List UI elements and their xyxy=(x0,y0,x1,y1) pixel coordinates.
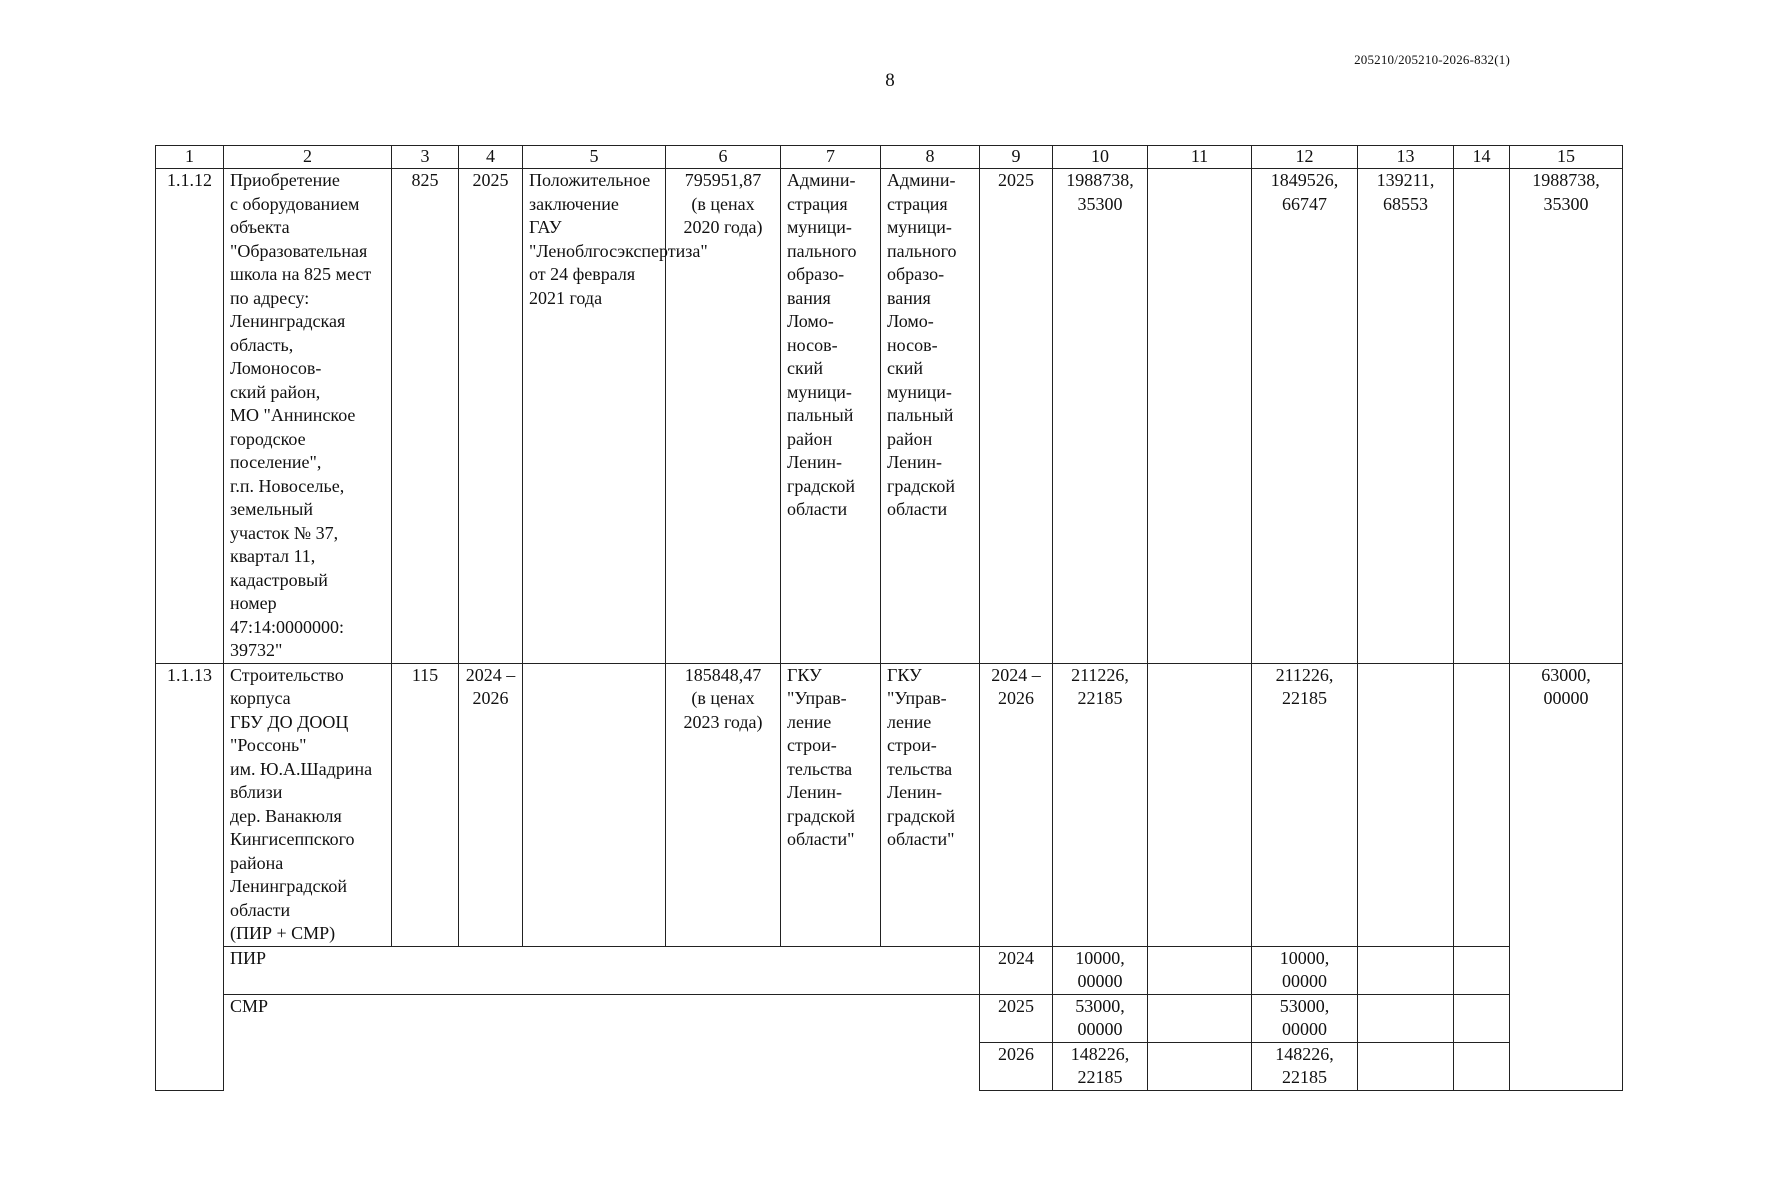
header-cell: 6 xyxy=(666,146,781,169)
other-sources xyxy=(1454,169,1510,664)
total-amount: 211226, 22185 xyxy=(1053,663,1148,946)
expertise-conclusion: Положительное заключение ГАУ "Леноблгосэкспертиза" от 24 февраля 2021 года xyxy=(523,169,666,664)
page-number: 8 xyxy=(885,70,895,91)
stage-label-smr: СМР xyxy=(224,994,980,1090)
other-sources xyxy=(1454,946,1510,994)
federal-budget xyxy=(1148,663,1252,946)
financing-year: 2024 – 2026 xyxy=(980,663,1053,946)
header-cell: 15 xyxy=(1510,146,1623,169)
header-cell: 10 xyxy=(1053,146,1148,169)
federal-budget xyxy=(1148,994,1252,1042)
federal-budget xyxy=(1148,169,1252,664)
local-budget xyxy=(1358,1042,1454,1090)
regional-budget: 211226, 22185 xyxy=(1252,663,1358,946)
header-cell: 8 xyxy=(881,146,980,169)
total-amount: 148226, 22185 xyxy=(1053,1042,1148,1090)
header-cell: 9 xyxy=(980,146,1053,169)
customer: Админи- страция муници- пального образо- вания Ломо- носов- ский муници- пальный район Ленин- градской области xyxy=(881,169,980,664)
header-cell: 4 xyxy=(459,146,523,169)
other-sources xyxy=(1454,663,1510,946)
other-sources xyxy=(1454,1042,1510,1090)
header-cell: 7 xyxy=(781,146,881,169)
expertise-conclusion xyxy=(523,663,666,946)
header-cell: 12 xyxy=(1252,146,1358,169)
header-cell: 11 xyxy=(1148,146,1252,169)
estimated-cost: 795951,87 (в ценах 2020 года) xyxy=(666,169,781,664)
financing-year: 2026 xyxy=(980,1042,1053,1090)
period: 2024 – 2026 xyxy=(459,663,523,946)
row-number: 1.1.13 xyxy=(156,663,224,1090)
object-name: Строительство корпуса ГБУ ДО ДООЦ "Россонь" им. Ю.А.Шадрина вблизи дер. Ванакюля Кингисеппского района Ленинградской области (ПИР + СМР) xyxy=(224,663,392,946)
row-number: 1.1.12 xyxy=(156,169,224,664)
estimated-cost: 185848,47 (в ценах 2023 года) xyxy=(666,663,781,946)
regional-budget: 148226, 22185 xyxy=(1252,1042,1358,1090)
federal-budget xyxy=(1148,1042,1252,1090)
capacity: 825 xyxy=(392,169,459,664)
program-table xyxy=(155,145,1623,1091)
customer: ГКУ "Управ- ление строи- тельства Ленин- градской области" xyxy=(881,663,980,946)
limit-amount: 63000, 00000 xyxy=(1510,663,1623,1090)
responsible-executor: ГКУ "Управ- ление строи- тельства Ленин- градской области" xyxy=(781,663,881,946)
header-cell: 5 xyxy=(523,146,666,169)
total-amount: 10000, 00000 xyxy=(1053,946,1148,994)
object-name: Приобретение с оборудованием объекта "Образовательная школа на 825 мест по адресу: Ленинградская область, Ломоносов- ский район, МО "Аннинское городское поселение", г.п. Новоселье, земельный участок № 37, квартал 11, кадастровый номер 47:14:0000000: 39732" xyxy=(224,169,392,664)
financing-year: 2025 xyxy=(980,169,1053,664)
period: 2025 xyxy=(459,169,523,664)
financing-year: 2025 xyxy=(980,994,1053,1042)
header-cell: 2 xyxy=(224,146,392,169)
document-id: 205210/205210-2026-832(1) xyxy=(1354,52,1510,67)
regional-budget: 10000, 00000 xyxy=(1252,946,1358,994)
local-budget xyxy=(1358,994,1454,1042)
financing-year: 2024 xyxy=(980,946,1053,994)
federal-budget xyxy=(1148,946,1252,994)
subrow-smr xyxy=(156,994,1623,1042)
table-row-1-1-13 xyxy=(156,663,1623,946)
stage-label-pir: ПИР xyxy=(224,946,980,994)
table-row-1-1-12 xyxy=(156,169,1623,664)
regional-budget: 53000, 00000 xyxy=(1252,994,1358,1042)
header-cell: 14 xyxy=(1454,146,1510,169)
regional-budget: 1849526, 66747 xyxy=(1252,169,1358,664)
limit-amount: 1988738, 35300 xyxy=(1510,169,1623,664)
responsible-executor: Админи- страция муници- пального образо- вания Ломо- носов- ский муници- пальный район Ленин- градской области xyxy=(781,169,881,664)
header-cell: 1 xyxy=(156,146,224,169)
total-amount: 1988738, 35300 xyxy=(1053,169,1148,664)
total-amount: 53000, 00000 xyxy=(1053,994,1148,1042)
other-sources xyxy=(1454,994,1510,1042)
local-budget xyxy=(1358,946,1454,994)
capacity: 115 xyxy=(392,663,459,946)
header-cell: 3 xyxy=(392,146,459,169)
header-row xyxy=(156,146,1623,169)
subrow-pir xyxy=(156,946,1623,994)
header-cell: 13 xyxy=(1358,146,1454,169)
local-budget xyxy=(1358,663,1454,946)
local-budget: 139211, 68553 xyxy=(1358,169,1454,664)
